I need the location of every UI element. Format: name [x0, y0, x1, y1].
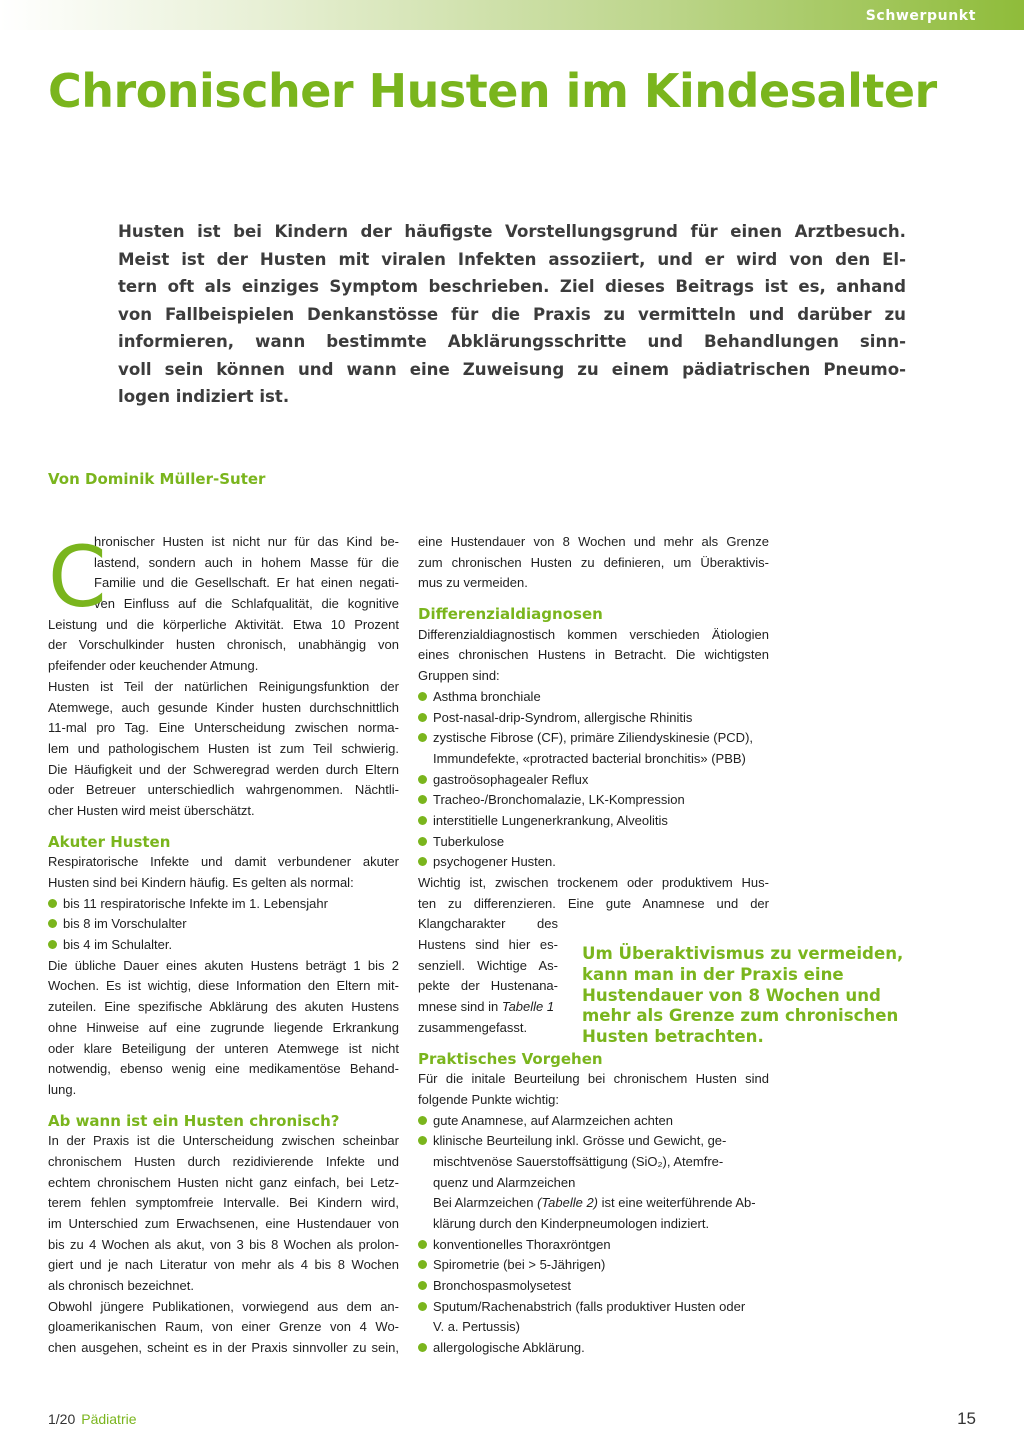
text-fragment: mnese sind in [418, 999, 502, 1015]
lead-line: voll sein können und wann eine Zuweisung zu einem pädiatrischen Pneumo- [118, 359, 906, 379]
bullet-item: psychogener Husten. [418, 852, 769, 873]
text-line: cher Husten wird meist überschätzt. [48, 802, 255, 818]
intro-paragraph [48, 528, 399, 822]
bullet-item: Spirometrie (bei > 5-Jährigen) [418, 1255, 769, 1276]
bullet-note: klärung durch den Kinderpneumologen indiziert. [433, 1216, 710, 1232]
pull-quote-line: Um Überaktivismus zu vermeiden, [582, 944, 904, 963]
pull-quote-line: Hustendauer von 8 Wochen und [582, 985, 881, 1005]
page-number: 15 [957, 1409, 976, 1428]
bullet-item: Tuberkulose [418, 832, 769, 853]
bullet-item: zystische Fibrose (CF), primäre Ziliendyskinesie (PCD), [418, 728, 769, 749]
text-line: gloamerikanischen Raum, von einer Grenze von 4 Wo- [48, 1319, 399, 1335]
footer-issue [48, 1411, 137, 1427]
bullet-item-continuation: V. a. Pertussis) [433, 1319, 520, 1335]
heading-differenzialdiagnosen: Differenzialdiagnosen [418, 605, 603, 624]
text-line: folgende Punkte wichtig: [418, 1091, 559, 1107]
heading-ab-wann-chronisch: Ab wann ist ein Husten chronisch? [48, 1111, 340, 1130]
text-line: 11-mal pro Tag. Eine Unterscheidung zwischen norma- [48, 720, 399, 736]
text-fragment: ist eine weiterführende Ab- [598, 1195, 756, 1211]
text-line: als chronisch bezeichnet. [48, 1278, 194, 1294]
bullet-item: bis 8 im Vorschulalter [48, 914, 399, 935]
bullet-item: interstitielle Lungenerkrankung, Alveolitis [418, 811, 769, 832]
text-line: Die übliche Dauer eines akuten Hustens beträgt 1 bis 2 [48, 957, 399, 973]
bullet-item: konventionelles Thoraxröntgen [418, 1235, 769, 1256]
text-line: Husten sind bei Kindern häufig. Es gelten als normal: [48, 875, 354, 891]
bullet-item: Asthma bronchiale [418, 687, 769, 708]
bullet-item: bis 11 respiratorische Infekte im 1. Lebensjahr [48, 894, 399, 915]
journal-name: Pädiatrie [81, 1411, 137, 1427]
table-reference: (Tabelle 2) [537, 1195, 599, 1211]
bullet-note [418, 1193, 769, 1214]
text-line: lem und pathologischem Husten ist zum Teil schwierig. [48, 740, 399, 756]
bullet-item-continuation: quenz und Alarmzeichen [433, 1174, 576, 1190]
text-line: Wochen. Es ist wichtig, diese Information den Eltern mit- [48, 978, 399, 994]
text-line: Leistung und die körperliche Aktivität. Etwa 10 Prozent [48, 616, 399, 632]
text-line: oder klare Beteiligung der unteren Atemwege ist nicht [48, 1040, 399, 1056]
issue-number: 1/20 [48, 1411, 76, 1427]
section-header-bar [0, 0, 1024, 30]
text-line [418, 997, 558, 1018]
text-line: chronischem Husten durch rezidivierende Infekte und [48, 1153, 399, 1169]
bullet-item: allergologische Abklärung. [418, 1338, 769, 1359]
lead-line: logen indiziert ist. [118, 387, 290, 406]
text-line: Husten ist Teil der natürlichen Reinigungsfunktion der [48, 678, 399, 694]
lead-line: von Fallbeispielen Denkanstösse für die Praxis zu vermitteln und darüber zu [118, 304, 906, 324]
lead-line: Meist ist der Husten mit viralen Infekten assoziiert, und er wird von den El- [118, 249, 906, 269]
text-line: Wichtig ist, zwischen trockenem oder produktivem Hus- [418, 875, 769, 891]
text-line: eines chronischen Hustens in Betracht. Die wichtigsten [418, 647, 769, 663]
text-line: pekte der Hustenana- [418, 978, 558, 994]
bullet-item: gute Anamnese, auf Alarmzeichen achten [418, 1111, 769, 1132]
text-line: zuteilen. Eine spezifische Abklärung des akuten Hustens [48, 999, 399, 1015]
text-line: hronischer Husten ist nicht nur für das Kind be- [94, 534, 399, 549]
text-line: eine Hustendauer von 8 Wochen und mehr als Grenze [418, 534, 769, 549]
text-line: Obwohl jüngere Publikationen, vorwiegend aus dem an- [48, 1298, 399, 1314]
text-line: chen ausgehen, scheint es in der Praxis sinnvoller zu sein, [48, 1340, 399, 1356]
bullet-item-continuation: Immundefekte, «protracted bacterial bronchitis» (PBB) [433, 750, 746, 766]
text-line: lastend, sondern auch in hohem Masse für die [94, 554, 399, 570]
bullet-item: Sputum/Rachenabstrich (falls produktiver Husten oder [418, 1297, 769, 1318]
text-line: Differenzialdiagnostisch kommen verschieden Ätiologien [418, 626, 769, 642]
left-column [48, 528, 399, 1359]
heading-akuter-husten: Akuter Husten [48, 832, 171, 851]
drop-cap: C [48, 528, 107, 626]
pull-quote-line: mehr als Grenze zum chronischen [582, 1006, 899, 1026]
bullet-item: bis 4 im Schulalter. [48, 935, 399, 956]
text-line: Hustens sind hier es- [418, 937, 558, 953]
section-label: Schwerpunkt [865, 8, 976, 24]
text-line: oder Betreuer unterschiedlich wahrgenommen. Nächtli- [48, 782, 399, 798]
author-byline: Von Dominik Müller-Suter [48, 470, 266, 488]
text-line: Familie und die Gesellschaft. Er hat einen negati- [94, 575, 399, 591]
article-title: Chronischer Husten im Kindesalter [48, 64, 937, 118]
lead-line: informieren, wann bestimmte Abklärungsschritte und Behandlungen sinn- [118, 332, 906, 351]
article-lead [118, 218, 906, 411]
pull-quote-line: Husten betrachten. [582, 1027, 764, 1047]
text-line: terem fehlen symptomfreie Intervalle. Bei Kindern wird, [48, 1195, 399, 1211]
text-line: giert und je nach Literatur von mehr als 4 bis 8 Wochen [48, 1257, 399, 1273]
pull-quote [582, 944, 978, 1048]
text-line: notwendig, ebenso wenig eine medikamentöse Behand- [48, 1061, 399, 1077]
text-line: ohne Hinweise auf eine zugrunde liegende Erkrankung [48, 1019, 399, 1035]
text-line: Respiratorische Infekte und damit verbundener akuter [48, 854, 399, 870]
bullet-item: Tracheo-/Bronchomalazie, LK-Kompression [418, 790, 769, 811]
text-line: Die Häufigkeit und der Schweregrad werden durch Eltern [48, 761, 399, 777]
text-fragment: Bei Alarmzeichen [433, 1195, 538, 1211]
text-line: Für die initale Beurteilung bei chronischem Husten sind [418, 1071, 769, 1087]
text-line: Atemwege, auch gesunde Kinder husten durchschnittlich [48, 699, 399, 715]
table-reference: Tabelle 1 [501, 999, 555, 1015]
text-line: lung. [48, 1081, 77, 1097]
lead-line: Husten ist bei Kindern der häufigste Vorstellungsgrund für einen Arztbesuch. [118, 222, 906, 241]
lead-line: tern oft als einziges Symptom beschrieben. Ziel dieses Beitrags ist es, anhand [118, 277, 906, 296]
text-line: zusammengefasst. [418, 1019, 528, 1035]
text-line: pfeifender oder keuchender Atmung. [48, 658, 259, 674]
text-line: senziell. Wichtige As- [418, 957, 558, 973]
text-line: ven Einfluss auf die Schlafqualität, die kognitive [94, 596, 399, 612]
pull-quote-line: kann man in der Praxis eine [582, 964, 844, 984]
text-line: im Unterschied zum Erwachsenen, eine Hustendauer von [48, 1216, 399, 1232]
text-line: bis zu 4 Wochen als akut, von 3 bis 8 Wochen als prolon- [48, 1236, 399, 1252]
text-line: ten zu differenzieren. Eine gute Anamnese und der [418, 895, 769, 911]
text-line: In der Praxis ist die Unterscheidung zwischen scheinbar [48, 1133, 399, 1149]
text-line: der Vorschulkinder husten chronisch, unabhängig von [48, 637, 399, 653]
bullet-item: klinische Beurteilung inkl. Grösse und Gewicht, ge- [418, 1131, 769, 1152]
text-line: Gruppen sind: [418, 668, 500, 684]
bullet-item-continuation: mischtvenöse Sauerstoffsättigung (SiO₂), Atemfre- [433, 1153, 724, 1169]
heading-praktisches-vorgehen: Praktisches Vorgehen [418, 1049, 603, 1068]
bullet-item: gastroösophagealer Reflux [418, 770, 769, 791]
bullet-item: Bronchospasmolysetest [418, 1276, 769, 1297]
text-line: echtem chronischem Husten nicht ganz einfach, bei Letz- [48, 1174, 399, 1190]
text-line: Klangcharakter des [418, 916, 558, 932]
text-line: zum chronischen Husten zu definieren, um Überaktivis- [418, 554, 769, 570]
text-line: mus zu vermeiden. [418, 575, 528, 591]
bullet-item: Post-nasal-drip-Syndrom, allergische Rhinitis [418, 708, 769, 729]
